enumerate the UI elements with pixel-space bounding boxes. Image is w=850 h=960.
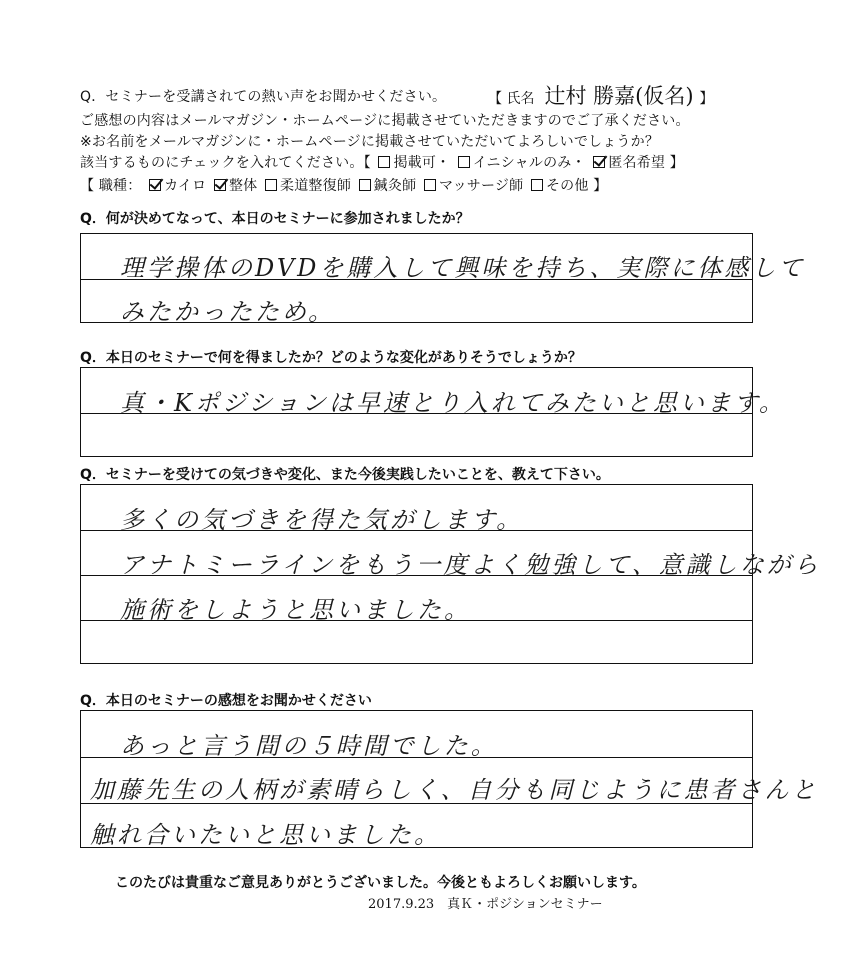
name-field bbox=[488, 80, 714, 110]
publish-option-label: 掲載可・ bbox=[393, 155, 451, 171]
answer-3-line-2: アナトミーラインをもう一度よく勉強して、意識しながら bbox=[120, 551, 821, 579]
job-suffix: 】 bbox=[593, 178, 608, 194]
answer-1-line-1: 理学操体のDVDを購入して興味を持ち、実際に体感して bbox=[120, 254, 806, 282]
thanks-message: このたびは貴重なご意見ありがとうございました。今後ともよろしくお願いします。 bbox=[115, 875, 646, 891]
intro-question: Q．セミナーを受講されての熱い声をお聞かせください。 bbox=[80, 89, 447, 105]
job-checkbox-acupuncture[interactable] bbox=[359, 179, 371, 191]
publish-checkbox-initial[interactable] bbox=[458, 156, 470, 168]
job-checkbox-seitai[interactable] bbox=[214, 179, 226, 191]
seminar-signature: 2017.9.23 真Ｋ・ポジションセミナー bbox=[368, 897, 603, 912]
question-3-label: Q．セミナーを受けての気づきや変化、また今後実践したいことを、教えて下さい。 bbox=[80, 467, 610, 483]
answer-4-line-1: あっと言う間の５時間でした。 bbox=[120, 732, 498, 760]
job-option-label: 整体 bbox=[228, 178, 258, 194]
publish-question: ※お名前をメールマガジンに・ホームページに掲載させていただいてよろしいでしょうか？ bbox=[80, 134, 660, 150]
publish-checkbox-anonymous[interactable] bbox=[593, 156, 605, 168]
publish-prefix: 該当するものにチェックを入れてください。【 bbox=[80, 155, 371, 171]
question-2-label: Q．本日のセミナーで何を得ましたか？どのような変化がありそうでしょうか？ bbox=[80, 350, 582, 366]
job-option-label: カイロ bbox=[164, 178, 207, 194]
answer-1-line-2: みたかったため。 bbox=[120, 298, 336, 326]
answer-4-line-3: 触れ合いたいと思いました。 bbox=[90, 821, 441, 849]
consent-note: ご感想の内容はメールマガジン・ホームページに掲載させていただきますのでご了承ください。 bbox=[80, 113, 690, 129]
question-1-label: Q．何が決めてなって、本日のセミナーに参加されましたか？ bbox=[80, 211, 470, 227]
name-close: 】 bbox=[699, 91, 714, 107]
publish-suffix: 】 bbox=[669, 155, 684, 171]
answer-3-line-3: 施術をしようと思いました。 bbox=[120, 596, 471, 624]
name-value: 辻村 勝嘉(仮名) bbox=[544, 84, 694, 108]
job-prefix: 【 職種： bbox=[80, 178, 142, 194]
job-option-label: 鍼灸師 bbox=[373, 178, 417, 194]
publish-checkbox-ok[interactable] bbox=[378, 156, 390, 168]
name-label: 【 氏名 bbox=[488, 91, 535, 107]
job-option-label: 柔道整復師 bbox=[280, 178, 352, 194]
answer-4-line-2: 加藤先生の人柄が素晴らしく、自分も同じように患者さんと bbox=[90, 776, 819, 804]
job-checkbox-judo[interactable] bbox=[265, 179, 277, 191]
publish-option-label: 匿名希望 bbox=[608, 155, 666, 171]
job-option-label: マッサージ師 bbox=[438, 178, 524, 194]
job-checkbox-massage[interactable] bbox=[424, 179, 436, 191]
publish-option-label: イニシャルのみ・ bbox=[472, 155, 586, 171]
answer-3-line-1: 多くの気づきを得た気がします。 bbox=[120, 506, 524, 534]
job-option-label: その他 bbox=[545, 178, 589, 194]
job-checkbox-other[interactable] bbox=[531, 179, 543, 191]
question-4-label: Q．本日のセミナーの感想をお聞かせください bbox=[80, 693, 372, 709]
job-checkbox-chiro[interactable] bbox=[149, 179, 161, 191]
publish-options-row bbox=[80, 152, 684, 172]
job-options-row bbox=[80, 175, 607, 195]
answer-2-line-1: 真・Kポジションは早速とり入れてみたいと思います。 bbox=[120, 389, 786, 417]
